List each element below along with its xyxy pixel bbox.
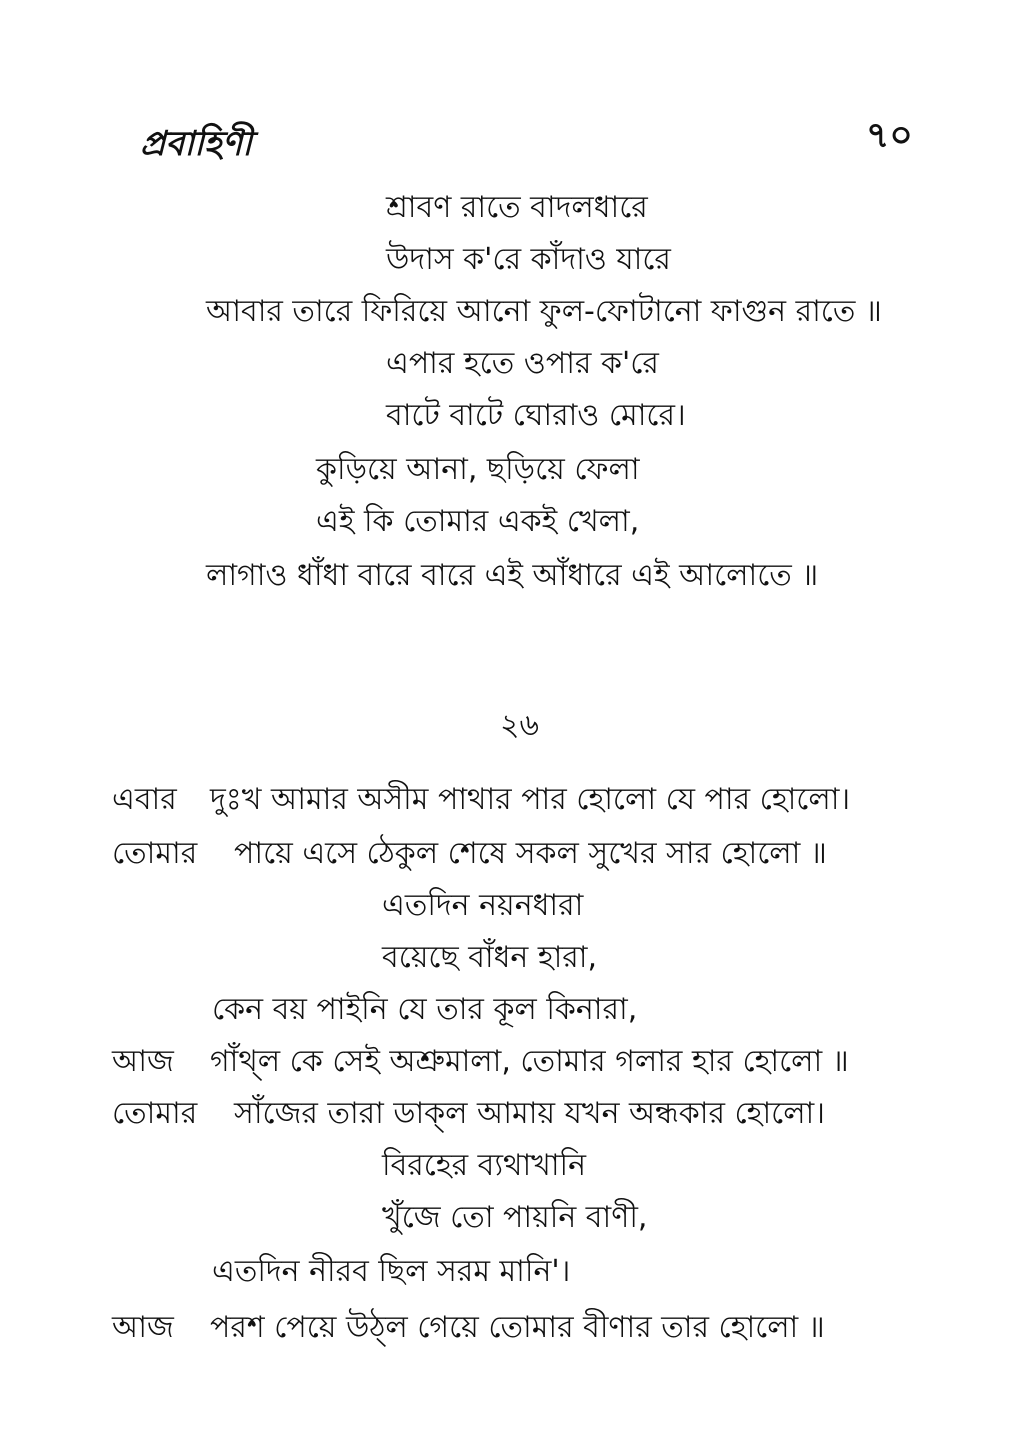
poem-line: এতদিন নয়নধারা xyxy=(382,888,584,923)
poem-line: কুড়িয়ে আনা, ছড়িয়ে ফেলা xyxy=(316,452,640,487)
line-text: পায়ে এসে ঠেকুল শেষে সকল সুখের সার হোলো ॥ xyxy=(234,836,827,871)
line-lead-word: আজ xyxy=(112,1044,174,1079)
line-text: দুঃখ আমার অসীম পাথার পার হোলো যে পার হোলো। xyxy=(210,782,851,817)
poem-line: উদাস ক'রে কাঁদাও যারে xyxy=(386,242,671,277)
poem-line: লাগাও ধাঁধা বারে বারে এই আঁধারে এই আলোতে ॥ xyxy=(206,558,819,593)
poem-line: খুঁজে তো পায়নি বাণী, xyxy=(382,1200,648,1235)
poem-line: আবার তারে ফিরিয়ে আনো ফুল-ফোটানো ফাগুন রাতে ॥ xyxy=(206,294,882,329)
poem-line xyxy=(112,834,827,874)
poem-line xyxy=(112,1042,849,1082)
poem-line: বাটে বাটে ঘোরাও মোরে। xyxy=(386,398,686,433)
poem-line: শ্রাবণ রাতে বাদলধারে xyxy=(386,190,648,225)
poem-line: এপার হতে ওপার ক'রে xyxy=(386,346,659,381)
line-lead-word: তোমার xyxy=(112,836,198,871)
line-text: সাঁজের তারা ডাক্‌ল আমায় যখন অন্ধকার হোলো। xyxy=(234,1096,825,1131)
line-text: পরশ পেয়ে উঠ্ল গেয়ে তোমার বীণার তার হোলো ॥ xyxy=(210,1310,825,1345)
line-text: গাঁথ্ল কে সেই অশ্রুমালা, তোমার গলার হার হোলো ॥ xyxy=(210,1044,849,1079)
poem-line: বয়েছে বাঁধন হারা, xyxy=(382,940,598,975)
poem-line xyxy=(112,1308,825,1348)
poem-number: ২৬ xyxy=(500,708,540,743)
poem-line xyxy=(112,780,850,820)
line-lead-word: এবার xyxy=(112,782,177,817)
poem-line: বিরহের ব্যথাখানি xyxy=(382,1148,587,1183)
running-header-title: প্রবাহিণী xyxy=(140,124,253,164)
poem-line: কেন বয় পাইনি যে তার কূল কিনারা, xyxy=(212,992,638,1027)
line-lead-word: আজ xyxy=(112,1310,174,1345)
poem-line xyxy=(112,1094,825,1134)
page-number: ৭০ xyxy=(866,115,913,156)
line-lead-word: তোমার xyxy=(112,1096,198,1131)
poem-line: এই কি তোমার একই খেলা, xyxy=(316,504,640,539)
poem-line: এতদিন নীরব ছিল সরম মানি'। xyxy=(212,1254,571,1289)
